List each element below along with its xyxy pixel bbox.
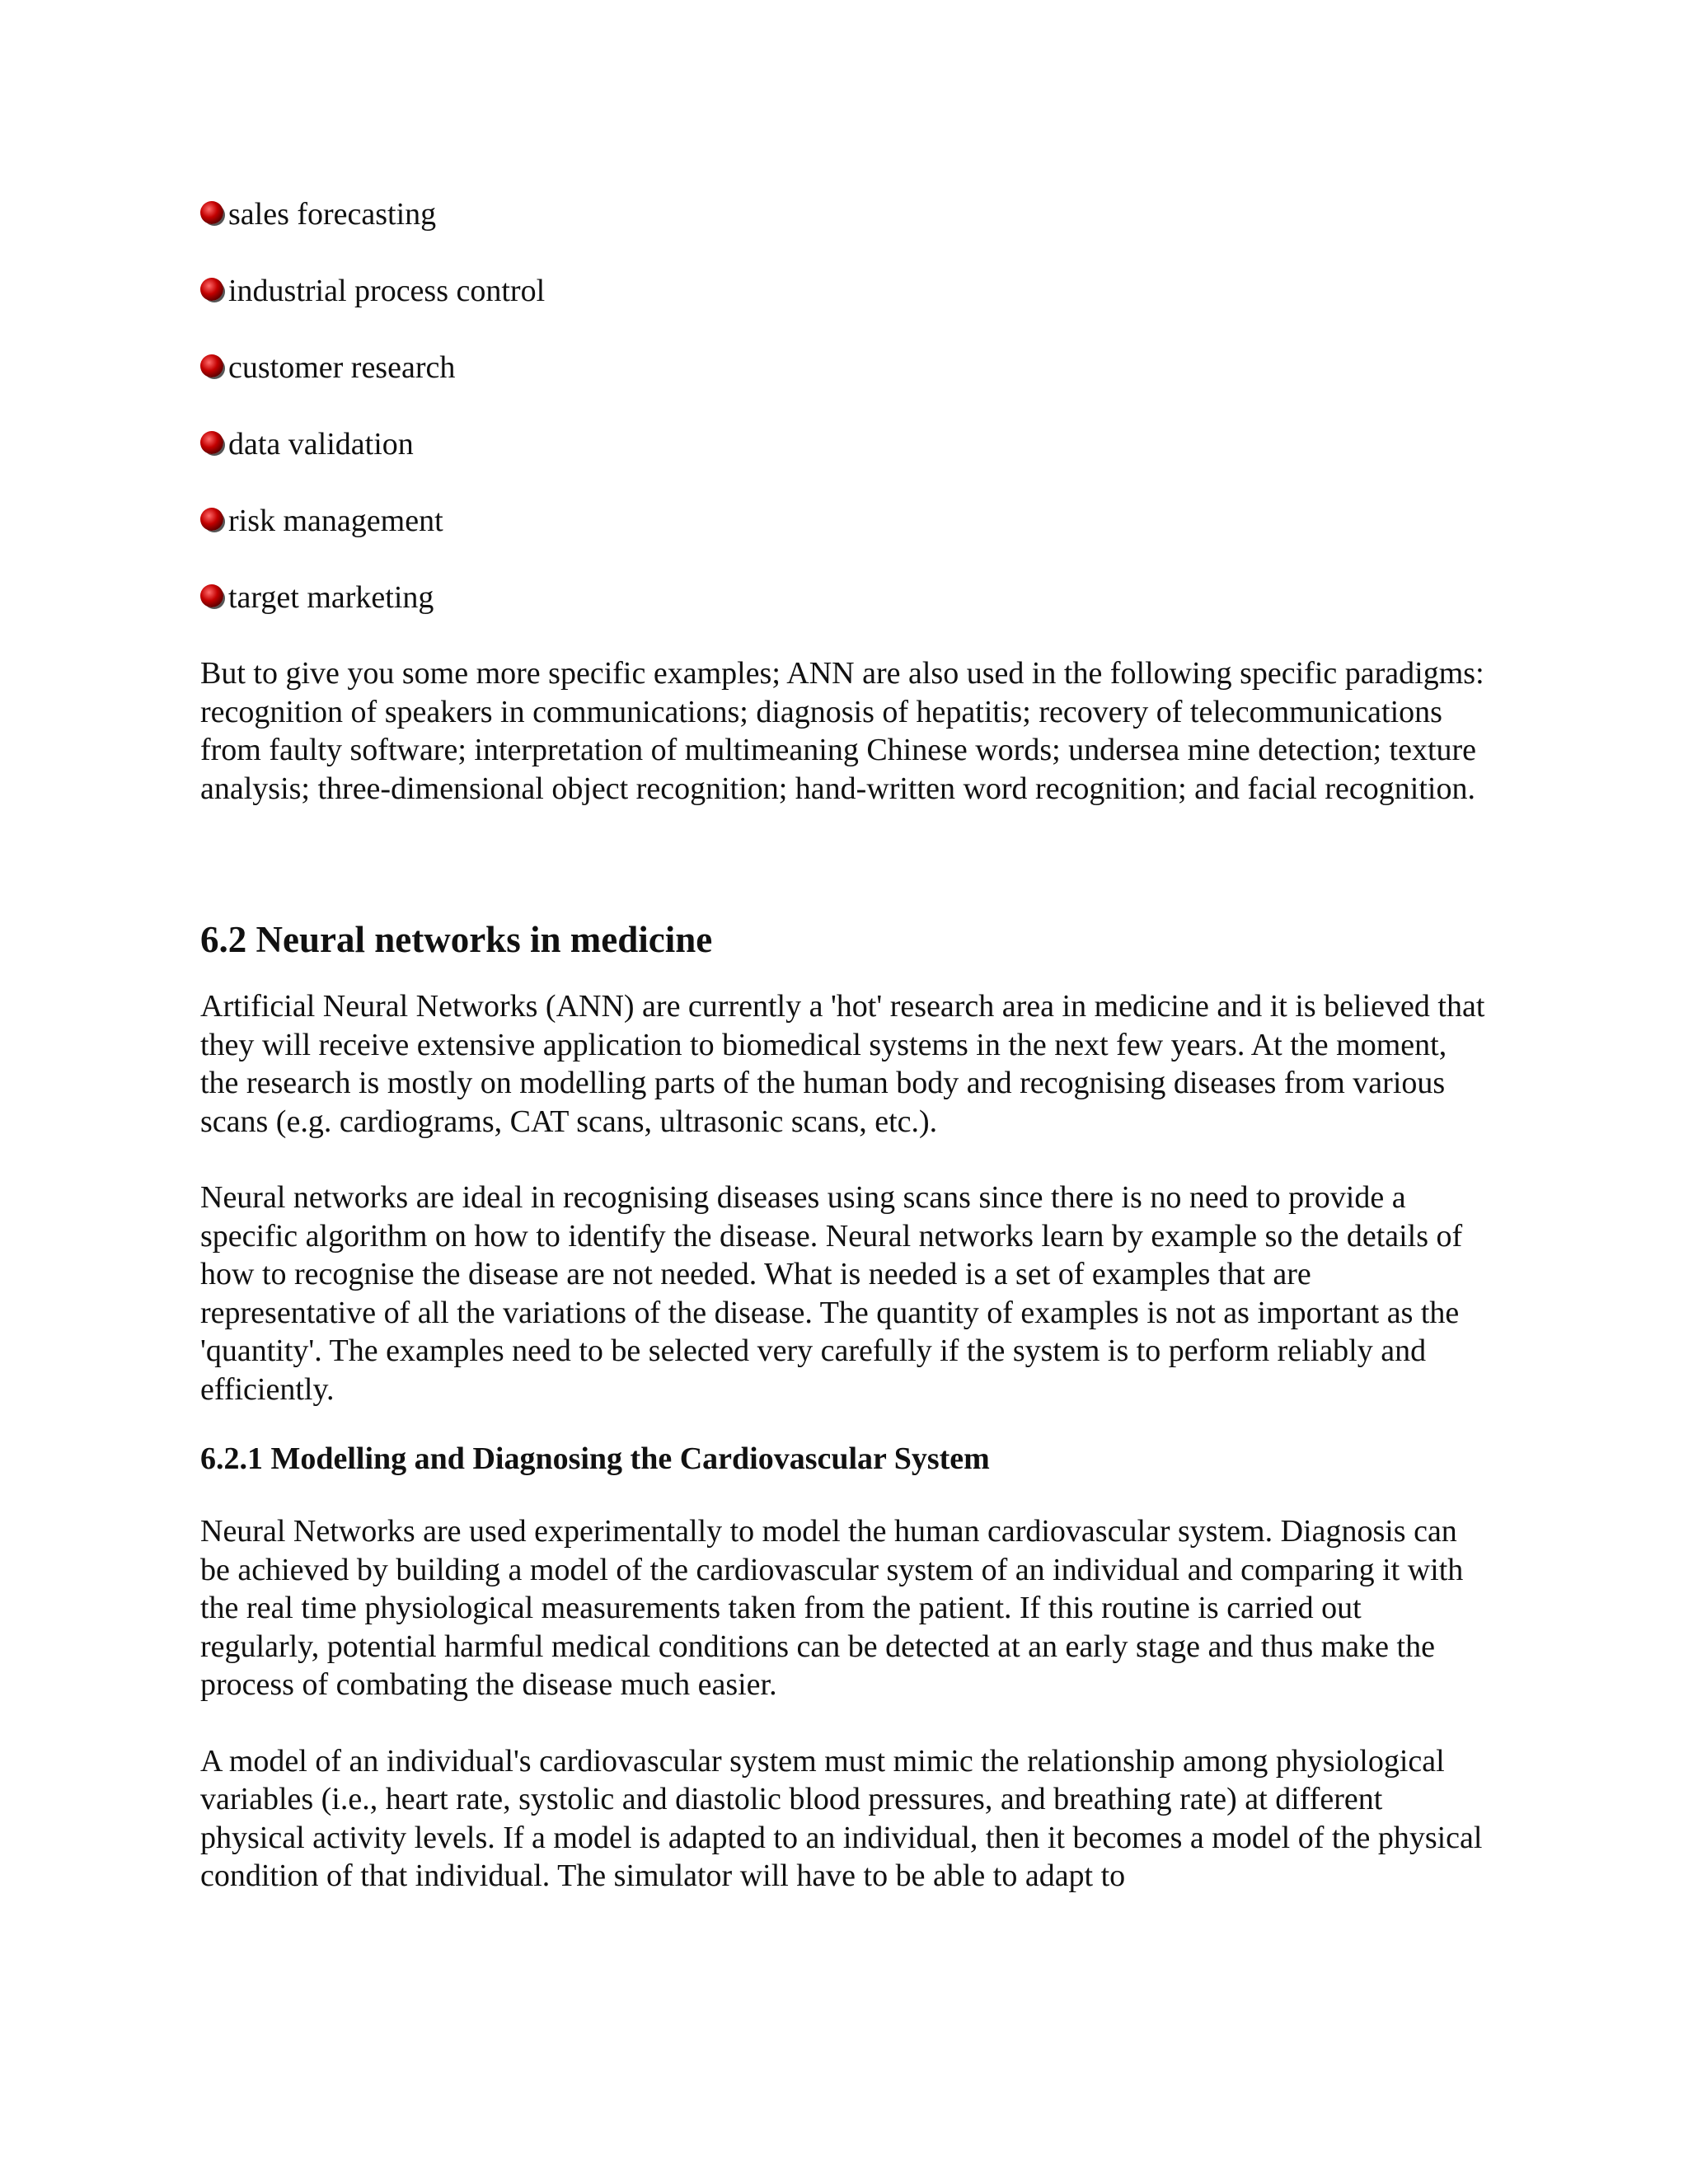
section-paragraph: Artificial Neural Networks (ANN) are currently a 'hot' research area in medicine and it is believed that they will receive extensive application to biomedical systems in the next few years. At the moment, the research is mostly on modelling parts of the human body and recognising diseases from various scans (e.g. cardiograms, CAT scans, ultrasonic scans, etc.). <box>200 989 1485 1139</box>
red-ball-bullet-icon <box>200 278 223 301</box>
section-paragraph: Neural networks are ideal in recognising diseases using scans since there is no need to provide a specific algorithm on how to identify the disease. Neural networks learn by example so the details of how to recognise the disease are not needed. What is needed is a set of examples that are representative of all the variations of the disease. The quantity of examples is not as important as the 'quantity'. The examples need to be selected very carefully if the system is to perform reliably and efficiently. <box>200 1180 1463 1407</box>
subsection-paragraph: A model of an individual's cardiovascular system must mimic the relationship among physiological variables (i.e., heart rate, systolic and diastolic blood pressures, and breathing rate) at different physical activity levels. If a model is adapted to an individual, then it becomes a model of the physical condition of that individual. The simulator will have to be able to adapt to <box>200 1743 1483 1893</box>
list-item-label: sales forecasting <box>228 197 437 232</box>
red-ball-bullet-icon <box>200 354 223 377</box>
subsection-heading: 6.2.1 Modelling and Diagnosing the Cardiovascular System <box>200 1441 990 1476</box>
red-ball-bullet-icon <box>200 508 223 531</box>
subsection-paragraph: Neural Networks are used experimentally to model the human cardiovascular system. Diagnosis can be achieved by building a model of the cardiovascular system of an individual and comparing it with the real time physiological measurements taken from the patient. If this routine is carried out regularly, potential harmful medical conditions can be detected at an early stage and thus make the process of combating the disease much easier. <box>200 1514 1464 1702</box>
application-bullet-list <box>200 194 1486 617</box>
list-item <box>200 501 1486 541</box>
list-item-label: industrial process control <box>228 274 546 308</box>
list-item <box>200 348 1486 387</box>
list-item-label: target marketing <box>228 580 434 615</box>
page-content <box>200 194 1486 1896</box>
list-item-label: customer research <box>228 350 456 385</box>
red-ball-bullet-icon <box>200 201 223 224</box>
list-item <box>200 424 1486 464</box>
list-item <box>200 194 1486 234</box>
list-item-label: data validation <box>228 427 414 462</box>
list-item <box>200 271 1486 311</box>
list-item <box>200 578 1486 617</box>
intro-paragraph: But to give you some more specific examples; ANN are also used in the following specific paradigms: recognition of speakers in communications; diagnosis of hepatitis; recovery of telecommunications from faulty software; interpretation of multimeaning Chinese words; undersea mine detection; texture analysis; three-dimensional object recognition; hand-written word recognition; and facial recognition. <box>200 656 1484 806</box>
section-heading: 6.2 Neural networks in medicine <box>200 919 713 960</box>
red-ball-bullet-icon <box>200 584 223 607</box>
list-item-label: risk management <box>228 504 443 538</box>
red-ball-bullet-icon <box>200 431 223 454</box>
